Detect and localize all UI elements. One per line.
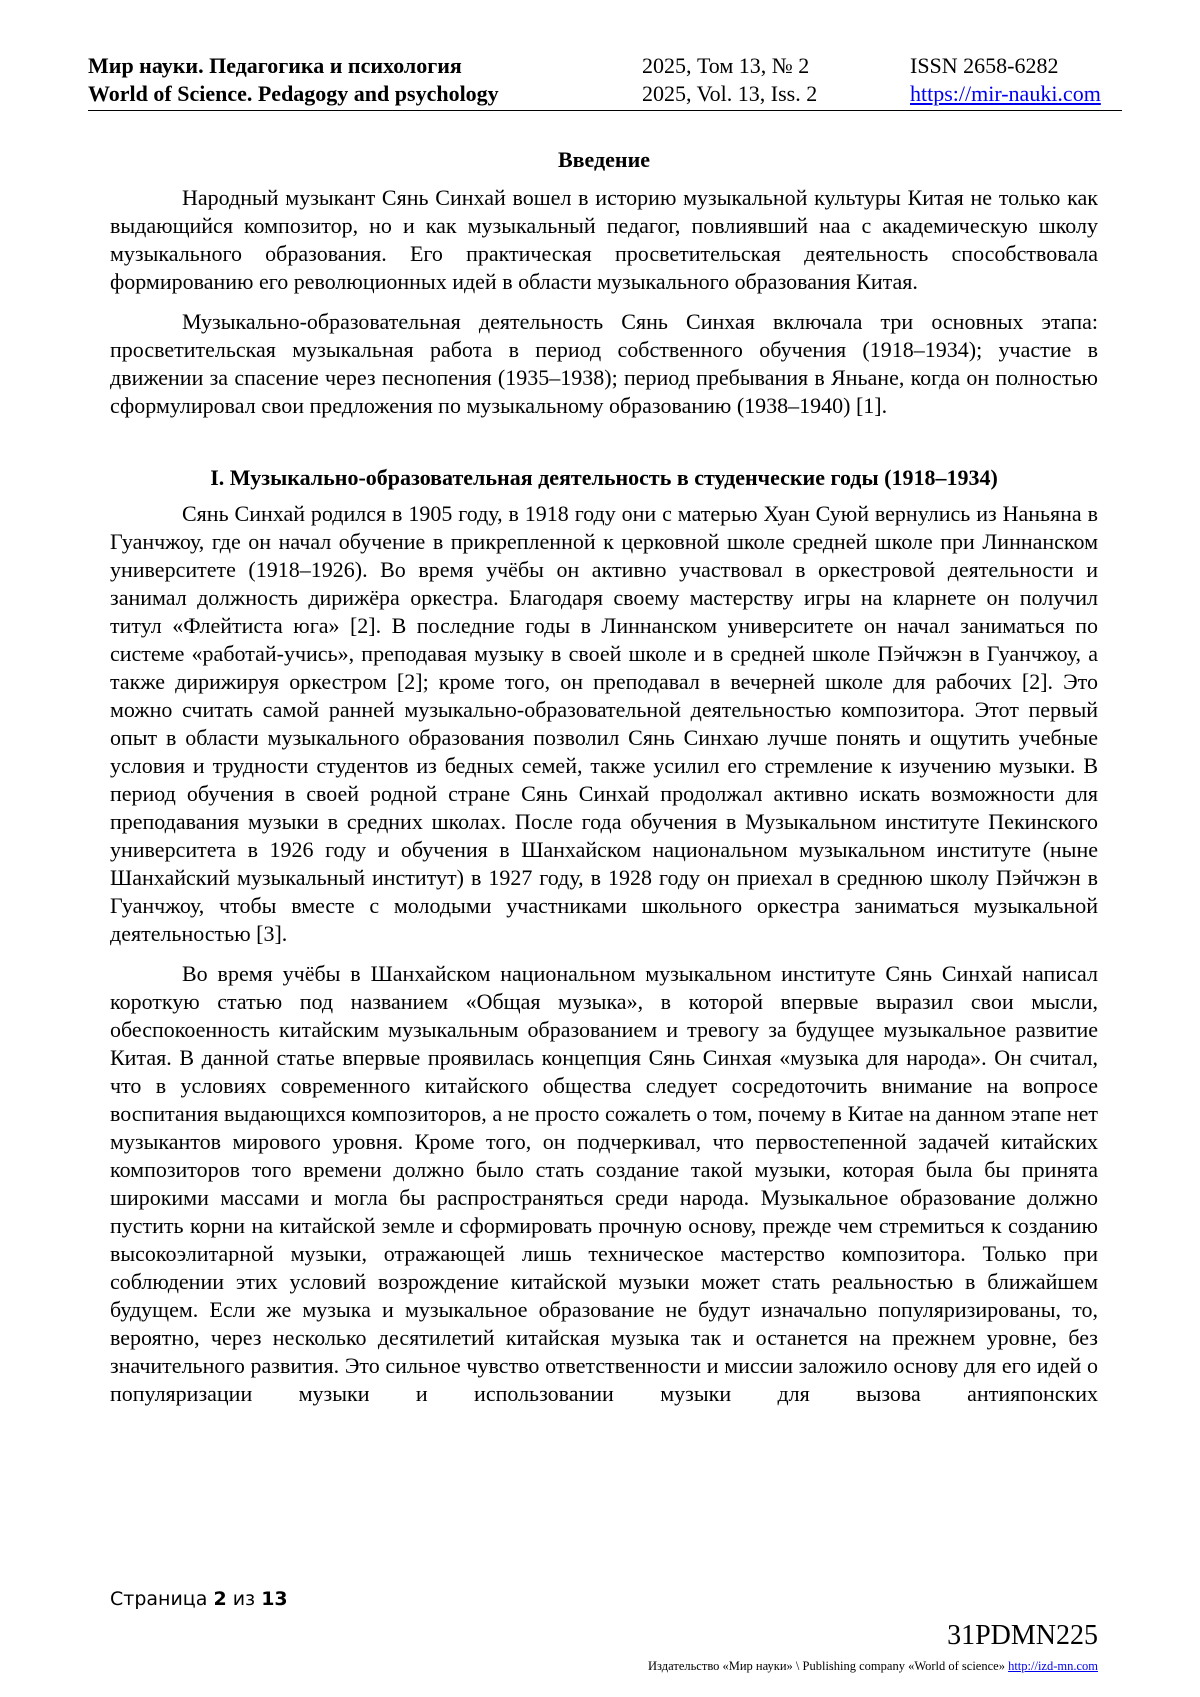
intro-paragraph-2: Музыкально-образовательная деятельность Сянь Синхая включала три основных этапа: просветительская музыкальная работа в период собственного обучения (1918–1934); участие в движении за спасение через песнопения (1935–1938); период пребывания в Яньане, когда он полностью сформулировал свои предложения по музыкальному образованию (1938–1940) [1]. — [110, 309, 1098, 418]
intro-paragraph-1: Народный музыкант Сянь Синхай вошел в историю музыкальной культуры Китая не только как выдающийся композитор, но и как музыкальный педагог, повлиявший наа с академическую школу музыкального образования. Его практическая просветительская деятельность способствовала формированию его революционных идей в области музыкального образования Китая. — [110, 185, 1098, 294]
journal-title-ru: Мир науки. Педагогика и психология — [88, 53, 462, 78]
article-code: 31PDMN225 — [947, 1620, 1098, 1651]
journal-header — [88, 52, 1122, 111]
issue-info-block — [642, 52, 817, 108]
section-1-paragraph-2: Во время учёбы в Шанхайском национальном музыкальном институте Сянь Синхай написал короткую статью под названием «Общая музыка», в которой впервые выразил свои мысли, обеспокоенность китайским музыкальным образованием и тревогу за будущее музыкальное развитие Китая. В данной статье впервые проявилась концепция Сянь Синхая «музыка для народа». Он считал, что в условиях современного китайского общества следует сосредоточить внимание на вопросе воспитания выдающихся композиторов, а не просто сожалеть о том, почему в Китае на данном этапе нет музыкантов мирового уровня. Кроме того, он подчеркивал, что первостепенной задачей китайских композиторов того времени должно было стать создание такой музыки, которая была бы принята широкими массами и могла бы распространяться среди народа. Музыкальное образование должно пустить корни на китайской земле и сформировать прочную основу, прежде чем стремиться к созданию высокоэлитарной музыки, отражающей лишь техническое мастерство композитора. Только при соблюдении этих условий возрождение китайской музыки может стать реальностью в ближайшем будущем. Если же музыка и музыкальное образование не будут изначально популяризированы, то, вероятно, через несколько десятилетий китайская музыка так и останется на прежнем уровне, без значительного развития. Это сильное чувство ответственности и миссии заложило основу для его идей о популяризации музыки и использовании музыки для вызова антияпонских — [110, 961, 1098, 1406]
intro-heading: Введение — [557, 147, 651, 172]
section-1-paragraph-1: Сянь Синхай родился в 1905 году, в 1918 году они с матерью Хуан Суюй вернулись из Наньяна в Гуанчжоу, где он начал обучение в прикрепленной к церковной школе средней школе при Линнанском университете (1918–1926). Во время учёбы он активно участвовал в оркестровой деятельности и занимал должность дирижёра оркестра. Благодаря своему мастерству игры на кларнете он получил титул «Флейтиста юга» [2]. В последние годы в Линнанском университете он начал заниматься по системе «работай-учись», преподавая музыку в своей школе и в средней школе Пэйчжэн в Гуанчжоу, а также дирижируя оркестром [2]; кроме того, он преподавал в вечерней школе для рабочих [2]. Это можно считать самой ранней музыкально-образовательной деятельностью композитора. Этот первый опыт в области музыкального образования позволил Сянь Синхаю лучше понять и ощутить учебные условия и трудности студентов из бедных семей, также усилил его стремление к изучению музыки. В период обучения в своей родной стране Сянь Синхай продолжал активно искать возможности для преподавания музыки в средних школах. После года обучения в Музыкальном институте Пекинского университета в 1926 году и обучения в Шанхайском национальном музыкальном институте (ныне Шанхайский музыкальный институт) в 1927 году, в 1928 году он приехал в среднюю школу Пэйчжэн в Гуанчжоу, чтобы вместе с молодыми участниками школьного оркестра заниматься музыкальной деятельностью [3]. — [110, 501, 1098, 946]
page-current: 2 — [213, 1588, 227, 1610]
article-body — [110, 146, 1098, 1420]
publisher-link[interactable]: http://izd-mn.com — [1008, 1659, 1098, 1673]
page-total: 13 — [261, 1588, 288, 1610]
journal-title-block — [88, 52, 499, 108]
issue-en: 2025, Vol. 13, Iss. 2 — [642, 81, 818, 106]
issn: ISSN 2658-6282 — [910, 53, 1059, 78]
section-1-heading: I. Музыкально-образовательная деятельность в студенческие годы (1918–1934) — [210, 465, 998, 490]
page-number — [110, 1588, 288, 1610]
journal-url-link[interactable]: https://mir-nauki.com — [910, 81, 1101, 106]
issn-block — [910, 52, 1101, 108]
issue-ru: 2025, Том 13, № 2 — [642, 53, 810, 78]
journal-title-en: World of Science. Pedagogy and psychology — [88, 81, 499, 106]
page-prefix: Страница — [110, 1588, 214, 1610]
page-middle: из — [226, 1588, 262, 1610]
publisher-line — [648, 1659, 1098, 1674]
publisher-text: Издательство «Мир науки» \ Publishing company «World of science» — [648, 1659, 1009, 1673]
